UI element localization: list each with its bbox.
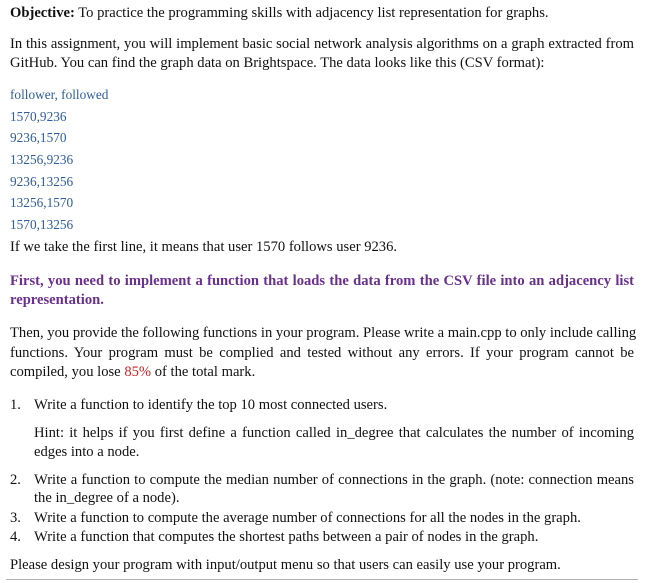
intro-line-1: In this assignment, you will implement basic social network analysis algorithms on a graph extracted from (10, 36, 634, 52)
hint-line-2: edges into a node. (34, 444, 140, 460)
then-line-3-post: of the total mark. (151, 364, 256, 380)
objective-text: To practice the programming skills with adjacency list representation for graphs. (74, 5, 549, 21)
list-item-number: 1. (10, 397, 21, 413)
list-item-number: 3. (10, 510, 21, 526)
csv-row: 13256,9236 (10, 152, 74, 167)
list-item-text: Write a function to compute the median number of connections in the graph. (note: connection means (34, 472, 634, 488)
csv-row: 1570,9236 (10, 109, 67, 124)
hint-line-1: Hint: it helps if you first define a function called in_degree that calculates the number of incoming (34, 425, 634, 441)
list-item-text-cont: the in_degree of a node). (34, 490, 180, 506)
then-line-3 (10, 363, 635, 381)
list-item-text: Write a function to identify the top 10 most connected users. (34, 397, 388, 413)
first-task-line-1: First, you need to implement a function that loads the data from the CSV file into an adjacency list (10, 273, 634, 289)
list-item-text: Write a function that computes the shortest paths between a pair of nodes in the graph. (34, 529, 539, 545)
closing-line: Please design your program with input/output menu so that users can easily use your program. (10, 557, 561, 573)
csv-row: 13256,1570 (10, 195, 74, 210)
then-line-3-pre: compiled, you lose (10, 364, 125, 380)
csv-row: 9236,13256 (10, 174, 74, 189)
csv-header: follower, followed (10, 87, 109, 102)
objective-line (10, 4, 635, 22)
penalty-percent: 85% (124, 364, 152, 380)
csv-row: 9236,1570 (10, 130, 67, 145)
csv-row: 1570,13256 (10, 217, 74, 232)
explain-line: If we take the first line, it means that user 1570 follows user 9236. (10, 239, 398, 255)
intro-line-2: GitHub. You can find the graph data on Brightspace. The data looks like this (CSV format): (10, 55, 545, 71)
list-item-number: 2. (10, 472, 21, 488)
then-line-2: functions. Your program must be complied and tested without any errors. If your program cannot be (10, 345, 634, 361)
then-line-1: Then, you provide the following functions in your program. Please write a main.cpp to only include calling (10, 325, 637, 341)
bottom-divider (6, 579, 638, 580)
objective-label: Objective: (10, 5, 75, 21)
list-item-number: 4. (10, 529, 21, 545)
list-item-text: Write a function to compute the average number of connections for all the nodes in the graph. (34, 510, 581, 526)
first-task-line-2: representation. (10, 292, 104, 308)
